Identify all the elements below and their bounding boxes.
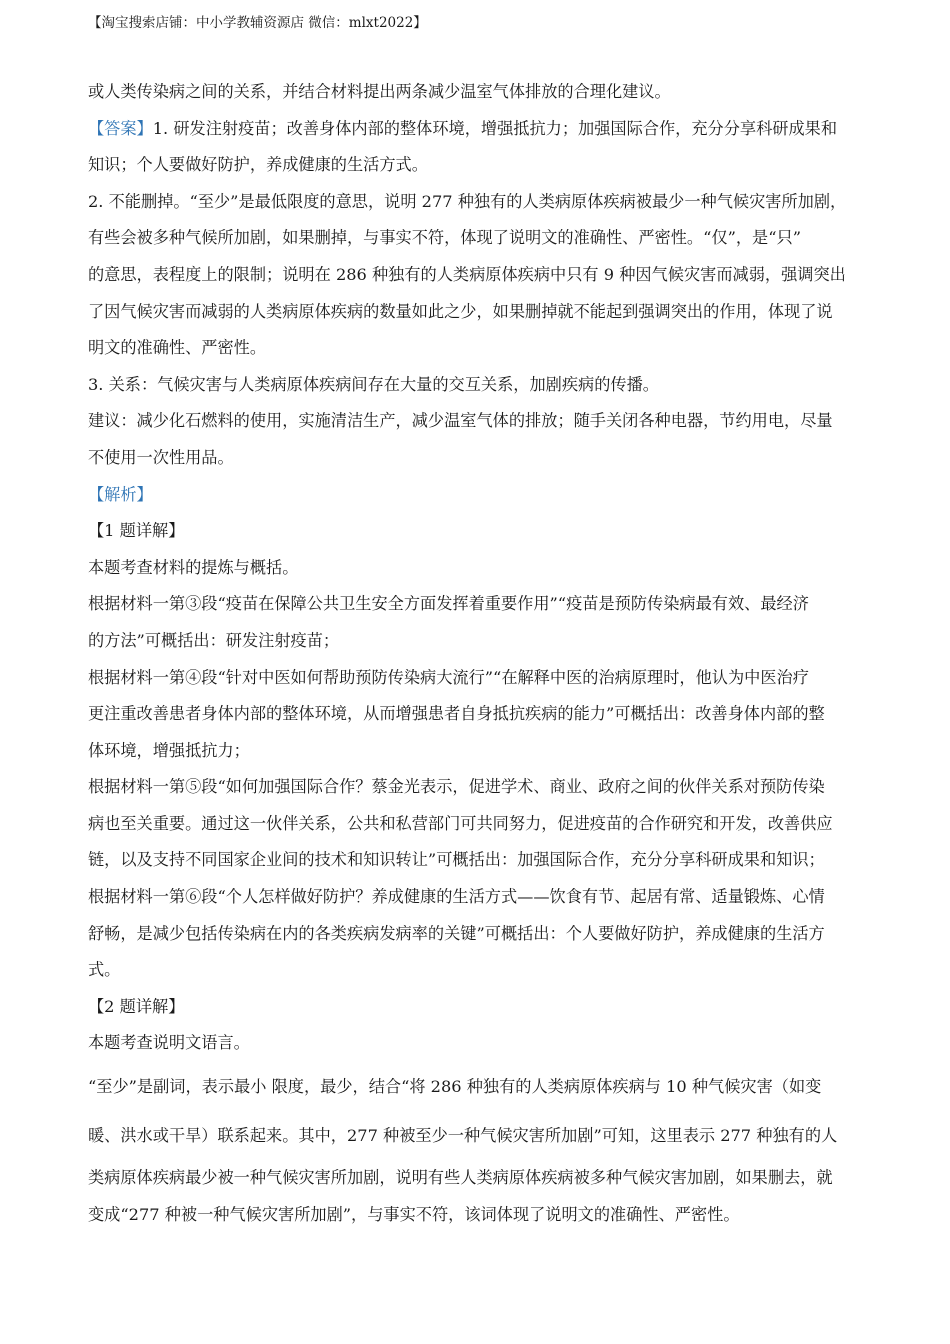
- text-line: 了因气候灾害而减弱的人类病原体疾病的数量如此之少，如果删掉就不能起到强调突出的作用，体现了说: [88, 301, 833, 321]
- text-line: 本题考查材料的提炼与概括。: [88, 557, 299, 577]
- text-line: 不使用一次性用品。: [88, 447, 234, 467]
- text-line: 式。: [88, 960, 121, 980]
- analysis-tag: 【解析】: [88, 484, 153, 504]
- text-line: 有些会被多种气候所加剧，如果删掉，与事实不符，体现了说明文的准确性、严密性。“仅”，是“只”: [88, 228, 801, 248]
- text-line: 明文的准确性、严密性。: [88, 338, 267, 358]
- text-line: 知识；个人要做好防护，养成健康的生活方式。: [88, 155, 428, 175]
- text-line: 根据材料一第⑤段“如何加强国际合作？蔡金光表示，促进学术、商业、政府之间的伙伴关系对预防传染: [88, 777, 825, 797]
- section-heading-q2: 【2 题详解】: [88, 996, 185, 1016]
- text-line: 更注重改善患者身体内部的整体环境，从而增强患者自身抵抗疾病的能力”可概括出：改善身体内部的整: [88, 704, 825, 724]
- text-line: “至少”是副词，表示最小 限度，最少，结合“将 286 种独有的人类病原体疾病与 10 种气候灾害（如变: [88, 1077, 822, 1097]
- text-line: 3. 关系：气候灾害与人类病原体疾病间存在大量的交互关系，加剧疾病的传播。: [88, 374, 659, 394]
- analysis-line: [88, 477, 866, 514]
- text-line: 舒畅，是减少包括传染病在内的各类疾病发病率的关键”可概括出：个人要做好防护，养成健康的生活方: [88, 923, 825, 943]
- section-heading-q1: 【1 题详解】: [88, 521, 185, 541]
- text-line: 病也至关重要。通过这一伙伴关系，公共和私营部门可共同努力，促进疫苗的合作研究和开发，改善供应: [88, 813, 833, 833]
- text-line: 根据材料一第④段“针对中医如何帮助预防传染病大流行”“在解释中医的治病原理时，他认为中医治疗: [88, 667, 809, 687]
- text-line: 2. 不能删掉。“至少”是最低限度的意思，说明 277 种独有的人类病原体疾病被最少一种气候灾害所加剧，: [88, 191, 847, 211]
- text-line: 的方法”可概括出：研发注射疫苗；: [88, 630, 340, 650]
- document-body: [88, 74, 866, 1233]
- text-line: 建议：减少化石燃料的使用，实施清洁生产，减少温室气体的排放；随手关闭各种电器，节约用电，尽量: [88, 411, 833, 431]
- answer-tag: 【答案】: [88, 118, 153, 138]
- text-line: 体环境，增强抵抗力；: [88, 740, 250, 760]
- text-line: 本题考查说明文语言。: [88, 1033, 250, 1053]
- text-line: 根据材料一第⑥段“个人怎样做好防护？养成健康的生活方式——饮食有节、起居有常、适量锻炼、心情: [88, 887, 825, 907]
- answer-line: [88, 111, 866, 148]
- page-header-watermark: 【淘宝搜索店铺：中小学教辅资源店 微信：mlxt2022】: [88, 15, 427, 31]
- text-line: 链，以及支持不同国家企业间的技术和知识转让”可概括出：加强国际合作，充分分享科研成果和知识；: [88, 850, 825, 870]
- text-line: 变成“277 种被一种气候灾害所加剧”，与事实不符，该词体现了说明文的准确性、严密性。: [88, 1204, 740, 1224]
- text-line: 类病原体疾病最少被一种气候灾害所加剧，说明有些人类病原体疾病被多种气候灾害加剧，如果删去，就: [88, 1168, 833, 1188]
- text-line: 的意思，表程度上的限制；说明在 286 种独有的人类病原体疾病中只有 9 种因气候灾害而减弱，强调突出: [88, 264, 846, 284]
- text-line: 或人类传染病之间的关系，并结合材料提出两条减少温室气体排放的合理化建议。: [88, 82, 671, 101]
- text-line: 1. 研发注射疫苗；改善身体内部的整体环境，增强抵抗力；加强国际合作，充分分享科研成果和: [152, 118, 838, 138]
- text-line: 暖、洪水或干旱）联系起来。其中，277 种被至少一种气候灾害所加剧”可知，这里表示 277 种独有的人: [88, 1126, 838, 1146]
- text-line: 根据材料一第③段“疫苗在保障公共卫生安全方面发挥着重要作用”“疫苗是预防传染病最有效、最经济: [88, 594, 809, 614]
